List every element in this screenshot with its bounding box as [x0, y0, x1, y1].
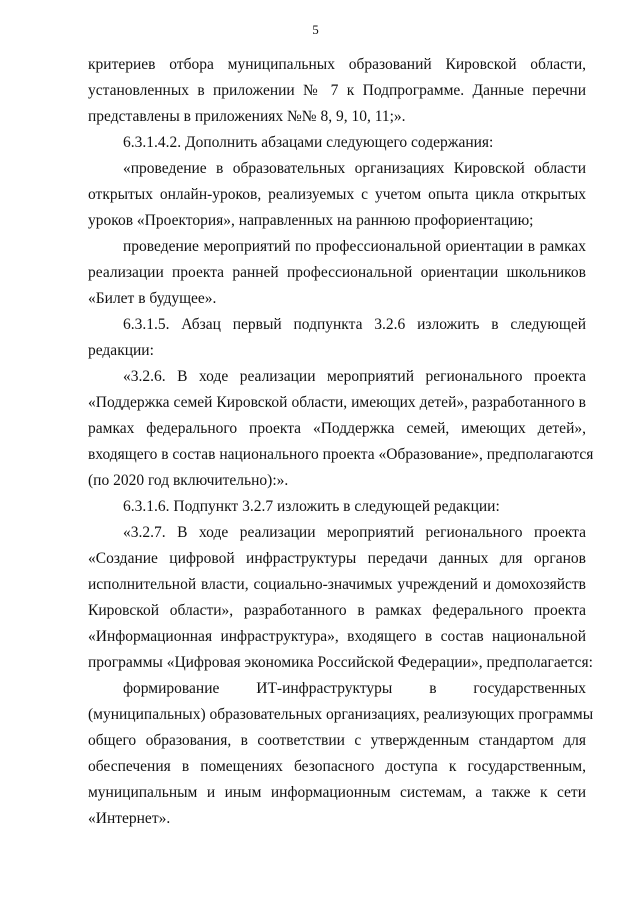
- text-line: критериев отбора муниципальных образований Кировской области,: [88, 56, 586, 73]
- text-line: Кировской области», разработанного в рамках федерального проекта: [88, 602, 586, 619]
- text-line: «проведение в образовательных организациях Кировской области: [123, 160, 586, 177]
- text-line: представлены в приложениях №№ 8, 9, 10, 11;».: [88, 108, 406, 125]
- text-line: «3.2.6. В ходе реализации мероприятий регионального проекта: [123, 368, 586, 385]
- text-line: уроков «Проектория», направленных на раннюю профориентацию;: [88, 212, 534, 229]
- text-line: «Создание цифровой инфраструктуры передачи данных для органов: [88, 550, 586, 567]
- text-line: муниципальным и иным информационным системам, а также к сети: [88, 784, 586, 801]
- text-line: рамках федерального проекта «Поддержка семей, имеющих детей»,: [88, 420, 586, 437]
- text-line: (по 2020 год включительно):».: [88, 472, 289, 489]
- text-line: программы «Цифровая экономика Российской Федерации», предполагается:: [88, 654, 593, 671]
- text-line: реализации проекта ранней профессиональной ориентации школьников: [88, 264, 586, 281]
- text-line: проведение мероприятий по профессиональной ориентации в рамках: [123, 238, 586, 255]
- text-line: входящего в состав национального проекта «Образование», предполагаются: [88, 446, 594, 463]
- text-line: исполнительной власти, социально-значимых учреждений и домохозяйств: [88, 576, 586, 593]
- text-line: «3.2.7. В ходе реализации мероприятий регионального проекта: [123, 524, 586, 541]
- text-line: «Информационная инфраструктура», входящего в состав национальной: [88, 628, 586, 645]
- text-line: 6.3.1.6. Подпункт 3.2.7 изложить в следующей редакции:: [123, 498, 500, 515]
- text-line: общего образования, в соответствии с утвержденным стандартом для: [88, 732, 586, 749]
- text-line: «Интернет».: [88, 810, 171, 827]
- document-body: [88, 52, 594, 832]
- page-number: 5: [312, 22, 319, 37]
- text-line: 6.3.1.5. Абзац первый подпункта 3.2.6 изложить в следующей: [123, 316, 586, 333]
- text-line: (муниципальных) образовательных организациях, реализующих программы: [88, 706, 594, 723]
- text-line: редакции:: [88, 342, 154, 359]
- text-line: установленных в приложении № 7 к Подпрограмме. Данные перечни: [88, 82, 586, 99]
- text-line: 6.3.1.4.2. Дополнить абзацами следующего содержания:: [123, 134, 494, 151]
- text-line: «Поддержка семей Кировской области, имеющих детей», разработанного в: [88, 394, 586, 411]
- text-line: «Билет в будущее».: [88, 290, 217, 307]
- text-line: формирование ИТ-инфраструктуры в государственных: [123, 680, 586, 697]
- text-line: обеспечения в помещениях безопасного доступа к государственным,: [88, 758, 586, 775]
- text-line: открытых онлайн-уроков, реализуемых с учетом опыта цикла открытых: [88, 186, 586, 203]
